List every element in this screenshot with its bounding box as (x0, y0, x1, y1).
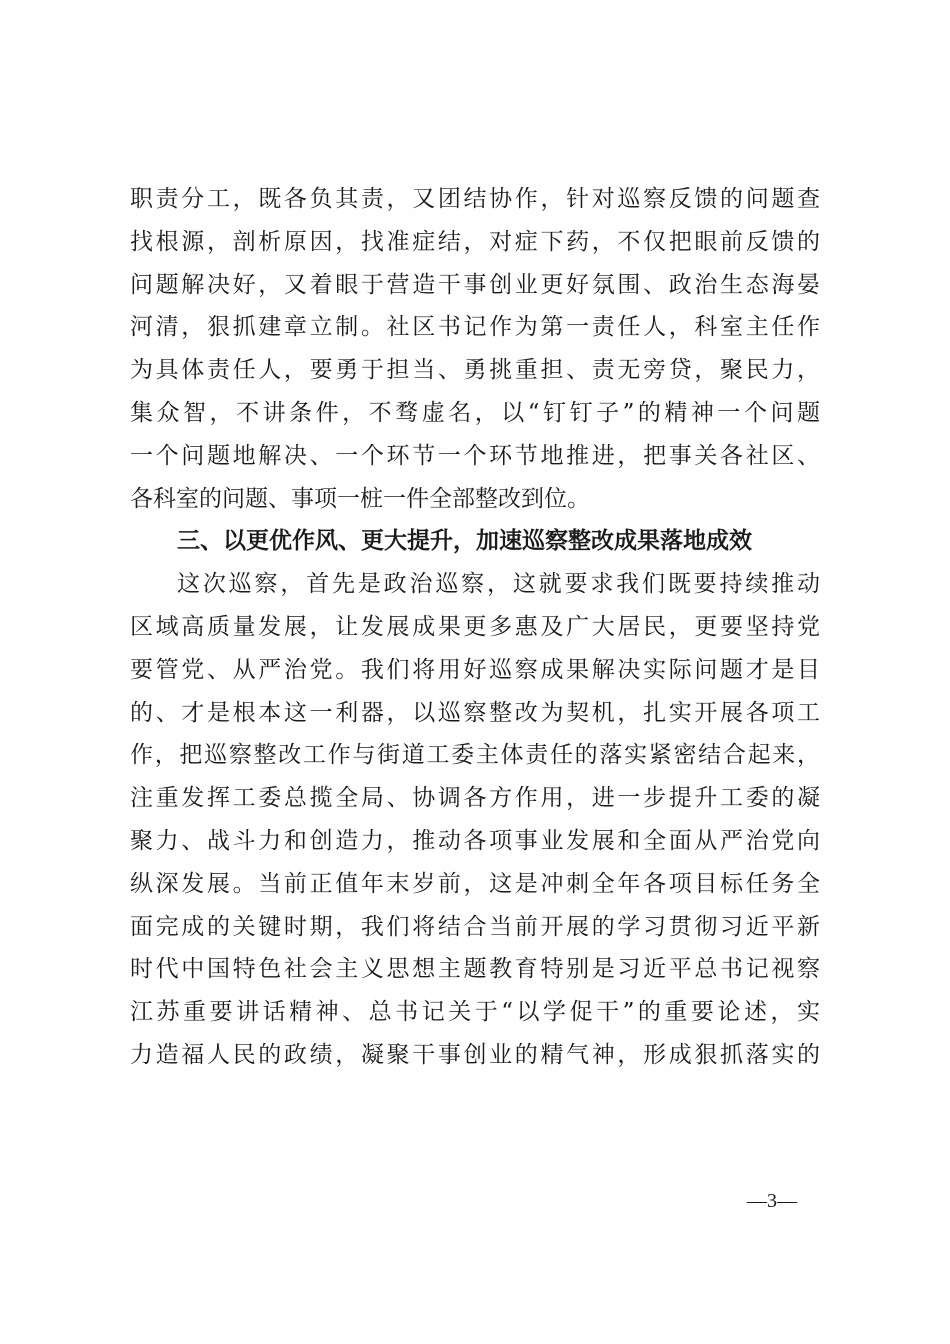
text-line: 聚力、战斗力和创造力，推动各项事业发展和全面从严治党向 (130, 827, 820, 854)
page-number: —3— (747, 1190, 797, 1212)
text-line: 作，把巡察整改工作与街道工委主体责任的落实紧密结合起来， (130, 742, 820, 769)
text-line: 要管党、从严治党。我们将用好巡察成果解决实际问题才是目 (130, 656, 820, 683)
paragraph-first-line: 这次巡察，首先是政治巡察，这就要求我们既要持续推动 (177, 571, 820, 598)
body-text (130, 178, 820, 1077)
text-line: 河清，狠抓建章立制。社区书记作为第一责任人，科室主任作 (130, 314, 820, 341)
text-line: 各科室的问题、事项一桩一件全部整改到位。 (130, 485, 590, 512)
text-line: 为具体责任人，要勇于担当、勇挑重担、责无旁贷，聚民力， (130, 357, 820, 384)
text-line: 注重发挥工委总揽全局、协调各方作用，进一步提升工委的凝 (130, 785, 820, 812)
text-line: 职责分工，既各负其责，又团结协作，针对巡察反馈的问题查 (130, 186, 820, 212)
text-line: 找根源，剖析原因，找准症结，对症下药，不仅把眼前反馈的 (130, 228, 820, 255)
section-heading: 三、以更优作风、更大提升，加速巡察整改成果落地成效 (177, 528, 752, 555)
text-line: 集众智，不讲条件，不骛虚名，以“钉钉子”的精神一个问题 (130, 399, 820, 426)
text-line: 纵深发展。当前正值年末岁前，这是冲刺全年各项目标任务全 (130, 870, 820, 897)
text-line: 江苏重要讲话精神、总书记关于“以学促干”的重要论述，实 (130, 999, 820, 1026)
text-line: 时代中国特色社会主义思想主题教育特别是习近平总书记视察 (130, 956, 820, 983)
text-line: 面完成的关键时期，我们将结合当前开展的学习贯彻习近平新 (130, 913, 820, 940)
text-line: 力造福人民的政绩，凝聚干事创业的精气神，形成狠抓落实的 (130, 1041, 820, 1068)
text-line: 问题解决好，又着眼于营造干事创业更好氛围、政治生态海晏 (130, 271, 820, 298)
text-line: 一个问题地解决、一个环节一个环节地推进，把事关各社区、 (130, 442, 820, 469)
text-line: 的、才是根本这一利器，以巡察整改为契机，扎实开展各项工 (130, 699, 820, 726)
text-line: 区域高质量发展，让发展成果更多惠及广大居民，更要坚持党 (130, 613, 820, 640)
